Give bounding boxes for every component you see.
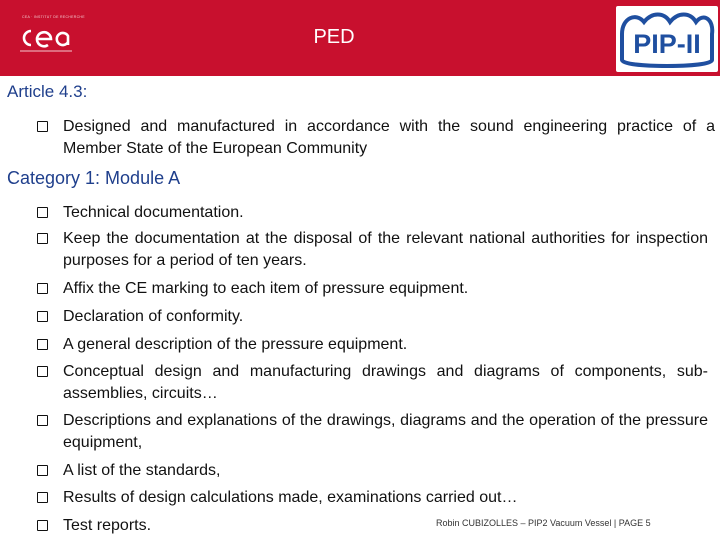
checkbox-bullet-icon [37,520,48,531]
checkbox-bullet-icon [37,339,48,350]
list-item [37,116,715,160]
pip-ii-logo [616,6,718,72]
footer-credit: Robin CUBIZOLLES – PIP2 Vacuum Vessel | PAGE 5 [436,518,651,528]
checkbox-bullet-icon [37,121,48,132]
list-item-text: Affix the CE marking to each item of pressure equipment. [63,280,469,297]
header-bar [0,0,720,76]
list-item-text: Technical documentation. [63,204,244,221]
article-heading: Article 4.3: [7,82,88,101]
list-item-text: Keep the documentation at the disposal of the relevant national authorities for inspection purposes for a period of ten years. [63,230,708,269]
list-item-text: Declaration of conformity. [63,308,244,325]
checkbox-bullet-icon [37,207,48,218]
list-item-text: A general description of the pressure equipment. [63,336,408,353]
category-heading: Category 1: Module A [7,168,181,188]
checkbox-bullet-icon [37,366,48,377]
list-item-text: Descriptions and explanations of the drawings, diagrams and the operation of the pressure equipment, [63,412,708,451]
list-item-text: Conceptual design and manufacturing drawings and diagrams of components, sub-assemblies, circuits… [63,363,708,402]
checkbox-bullet-icon [37,233,48,244]
list-item-text: Results of design calculations made, examinations carried out… [63,489,518,506]
checkbox-bullet-icon [37,465,48,476]
list-item-text: A list of the standards, [63,462,221,479]
list-item-text: Test reports. [63,517,152,534]
checkbox-bullet-icon [37,415,48,426]
cea-tagline: CEA · INSTITUT DE RECHERCHE [22,15,85,19]
checkbox-bullet-icon [37,492,48,503]
pip-ii-logo-text: PIP-II [633,29,701,59]
list-item-text: Designed and manufactured in accordance with the sound engineering practice of a Member State of the European Community [63,118,715,157]
page-title: PED [313,26,355,48]
checkbox-bullet-icon [37,283,48,294]
checkbox-bullet-icon [37,311,48,322]
